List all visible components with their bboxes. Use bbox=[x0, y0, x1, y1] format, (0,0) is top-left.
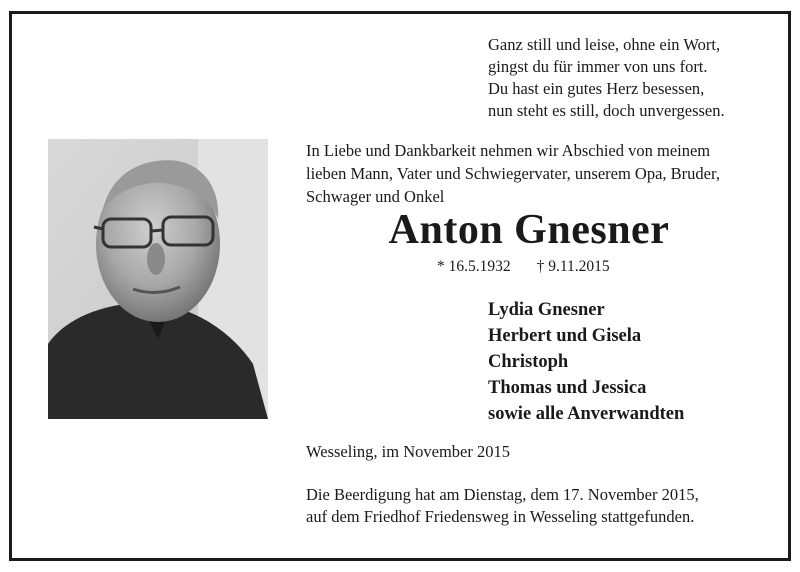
family-member: sowie alle Anverwandten bbox=[488, 404, 685, 424]
life-dates bbox=[437, 256, 610, 278]
poem-line: Du hast ein gutes Herz besessen, bbox=[488, 79, 705, 98]
intro-text bbox=[306, 139, 720, 208]
birth-date: * 16.5.1932 bbox=[437, 258, 511, 275]
portrait-photo bbox=[48, 139, 268, 419]
funeral-line: Die Beerdigung hat am Dienstag, dem 17. November 2015, bbox=[306, 485, 699, 504]
family-member: Herbert und Gisela bbox=[488, 326, 642, 346]
intro-line: In Liebe und Dankbarkeit nehmen wir Abschied von meinem bbox=[306, 141, 711, 160]
poem-line: Ganz still und leise, ohne ein Wort, bbox=[488, 35, 721, 54]
funeral-line: auf dem Friedhof Friedensweg in Wesseling stattgefunden. bbox=[306, 507, 695, 526]
intro-line: Schwager und Onkel bbox=[306, 187, 445, 206]
family-member: Lydia Gnesner bbox=[488, 300, 605, 320]
memorial-poem bbox=[488, 34, 725, 122]
death-date: † 9.11.2015 bbox=[536, 258, 610, 275]
intro-line: lieben Mann, Vater und Schwiegervater, unserem Opa, Bruder, bbox=[306, 164, 720, 183]
family-member: Christoph bbox=[488, 352, 569, 372]
funeral-notice bbox=[306, 484, 699, 528]
poem-line: gingst du für immer von uns fort. bbox=[488, 57, 708, 76]
family-list bbox=[488, 297, 684, 427]
family-member: Thomas und Jessica bbox=[488, 378, 647, 398]
deceased-name: Anton Gnesner bbox=[388, 207, 670, 253]
poem-line: nun steht es still, doch unvergessen. bbox=[488, 101, 725, 120]
place-date: Wesseling, im November 2015 bbox=[306, 442, 510, 461]
